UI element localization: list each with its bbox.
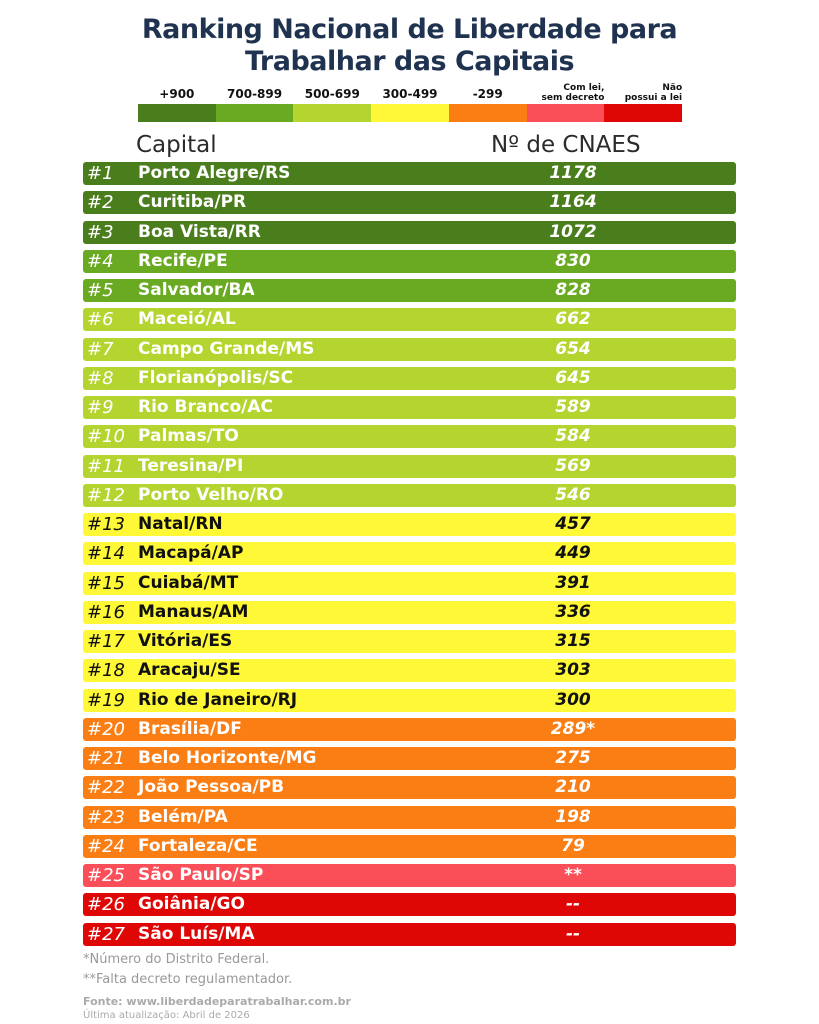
cnaes-value: 198	[555, 806, 591, 827]
cnaes-value: **	[564, 865, 582, 885]
cnaes-value: --	[565, 923, 581, 944]
table-row	[83, 221, 736, 244]
rank-label: #23	[87, 806, 125, 828]
city-label: Manaus/AM	[138, 601, 249, 622]
legend-label: -299	[472, 87, 503, 101]
cnaes-value: 303	[555, 660, 591, 681]
table-row	[83, 630, 736, 653]
city-label: Rio de Janeiro/RJ	[138, 689, 298, 710]
table-row	[83, 776, 736, 799]
rank-label: #3	[87, 221, 114, 243]
cnaes-value: 315	[555, 631, 591, 651]
city-label: Boa Vista/RR	[138, 221, 261, 242]
cnaes-value: 336	[555, 601, 591, 622]
cnaes-value: 645	[555, 367, 591, 388]
table-row	[83, 484, 736, 507]
city-label: Macapá/AP	[138, 543, 244, 564]
legend-color-scale	[138, 104, 682, 122]
legend-label: 300-499	[382, 87, 438, 101]
table-row	[83, 689, 736, 712]
legend-label	[604, 82, 682, 104]
city-label: Belo Horizonte/MG	[138, 748, 317, 768]
table-row	[83, 601, 736, 624]
footnote-decree: **Falta decreto regulamentador.	[83, 972, 293, 987]
cnaes-value: 654	[555, 338, 591, 359]
rank-label: #14	[87, 543, 125, 565]
city-label: Campo Grande/MS	[138, 338, 315, 359]
legend-label-line: possui a lei	[624, 93, 683, 103]
legend-labels	[138, 82, 682, 104]
table-row	[83, 718, 736, 741]
rank-label: #24	[87, 835, 125, 857]
cnaes-value: --	[565, 894, 581, 915]
legend-label-line: Não	[662, 83, 683, 93]
rank-label: #11	[87, 455, 125, 477]
table-row	[83, 864, 736, 887]
cnaes-value: 1164	[549, 192, 597, 213]
table-row	[83, 513, 736, 536]
table-row	[83, 250, 736, 273]
table-row	[83, 659, 736, 682]
rank-label: #18	[87, 660, 125, 682]
table-row	[83, 191, 736, 214]
legend-swatch	[449, 104, 527, 122]
cnaes-value: 584	[555, 426, 591, 447]
rank-label: #21	[87, 748, 125, 769]
city-label: Vitória/ES	[138, 631, 233, 651]
legend-swatch	[371, 104, 449, 122]
rank-label: #8	[87, 367, 114, 389]
city-label: Maceió/AL	[138, 309, 236, 330]
cnaes-value: 589	[555, 397, 591, 417]
rank-label: #22	[87, 777, 125, 799]
city-label: Fortaleza/CE	[138, 835, 258, 856]
table-row	[83, 747, 736, 770]
cnaes-value: 275	[555, 748, 591, 768]
legend-swatch	[138, 104, 216, 122]
rank-label: #1	[87, 163, 114, 184]
table-row	[83, 279, 736, 302]
city-label: Belém/PA	[138, 806, 228, 827]
legend-label	[526, 82, 604, 104]
cnaes-value: 449	[555, 543, 591, 564]
footnotes	[83, 950, 351, 1022]
cnaes-value: 828	[555, 280, 591, 300]
city-label: Palmas/TO	[138, 426, 239, 447]
source-text: Fonte: www.liberdadeparatrabalhar.com.br	[83, 995, 351, 1008]
cnaes-column-header: Nº de CNAES	[491, 132, 641, 158]
table-row	[83, 367, 736, 390]
cnaes-value: 210	[555, 777, 591, 798]
cnaes-value: 300	[555, 689, 591, 710]
city-label: Porto Alegre/RS	[138, 163, 291, 183]
rank-label: #26	[87, 894, 125, 916]
capital-column-header: Capital	[136, 132, 217, 158]
rank-label: #6	[87, 309, 114, 331]
table-row	[83, 806, 736, 829]
city-label: Recife/PE	[138, 250, 228, 271]
last-updated: Última atualização: Abril de 2026	[83, 1010, 250, 1021]
rank-label: #5	[87, 280, 114, 301]
rank-label: #7	[87, 338, 114, 360]
table-row	[83, 835, 736, 858]
city-label: Natal/RN	[138, 514, 223, 534]
cnaes-value: 830	[555, 250, 591, 271]
table-row	[83, 425, 736, 448]
table-row	[83, 542, 736, 565]
table-row	[83, 572, 736, 595]
city-label: João Pessoa/PB	[138, 777, 285, 798]
cnaes-value: 289*	[550, 718, 596, 739]
rank-label: #16	[87, 601, 125, 623]
legend-label-line: Com lei,	[563, 83, 605, 93]
legend-swatch	[293, 104, 371, 122]
rank-label: #27	[87, 923, 125, 945]
cnaes-value: 79	[561, 835, 585, 856]
rank-label: #15	[87, 572, 125, 594]
table-row	[83, 455, 736, 478]
legend-label: 500-699	[304, 87, 360, 101]
table-row	[83, 923, 736, 946]
legend-swatch	[527, 104, 605, 122]
table-row	[83, 338, 736, 361]
footnote-df: *Número do Distrito Federal.	[83, 952, 270, 967]
city-label: São Paulo/SP	[138, 865, 264, 885]
cnaes-value: 662	[555, 309, 591, 330]
cnaes-value: 546	[555, 484, 591, 505]
rank-label: #17	[87, 631, 125, 652]
city-label: Aracaju/SE	[138, 660, 241, 681]
legend-swatch	[604, 104, 682, 122]
title-line-2: Trabalhar das Capitais	[244, 46, 575, 77]
cnaes-value: 1178	[549, 163, 597, 183]
cnaes-value: 1072	[549, 221, 597, 242]
rank-label: #2	[87, 192, 114, 214]
city-label: Teresina/PI	[138, 455, 244, 476]
table-row	[83, 308, 736, 331]
cnaes-value: 457	[555, 514, 591, 534]
table-row	[83, 893, 736, 916]
page-title	[0, 14, 819, 78]
rank-label: #19	[87, 689, 125, 711]
city-label: Cuiabá/MT	[138, 572, 239, 593]
title-line-1: Ranking Nacional de Liberdade para	[141, 14, 678, 45]
city-label: Florianópolis/SC	[138, 367, 294, 388]
rank-label: #25	[87, 865, 125, 886]
rank-label: #12	[87, 484, 125, 506]
cnaes-value: 569	[555, 455, 591, 476]
city-label: Brasília/DF	[138, 718, 242, 739]
cnaes-value: 391	[555, 572, 591, 593]
rank-label: #20	[87, 718, 125, 740]
table-row	[83, 162, 736, 185]
table-row	[83, 396, 736, 419]
rank-label: #13	[87, 514, 125, 535]
rank-label: #10	[87, 426, 125, 448]
legend-swatch	[216, 104, 294, 122]
legend-label: 700-899	[227, 87, 283, 101]
city-label: Salvador/BA	[138, 280, 255, 300]
city-label: Rio Branco/AC	[138, 397, 274, 417]
city-label: São Luís/MA	[138, 923, 255, 944]
rank-label: #9	[87, 397, 114, 418]
legend-label: +900	[159, 87, 195, 101]
city-label: Goiânia/GO	[138, 894, 245, 915]
legend-label-line: sem decreto	[541, 93, 605, 103]
city-label: Porto Velho/RO	[138, 484, 284, 505]
city-label: Curitiba/PR	[138, 192, 247, 213]
rank-label: #4	[87, 250, 114, 272]
